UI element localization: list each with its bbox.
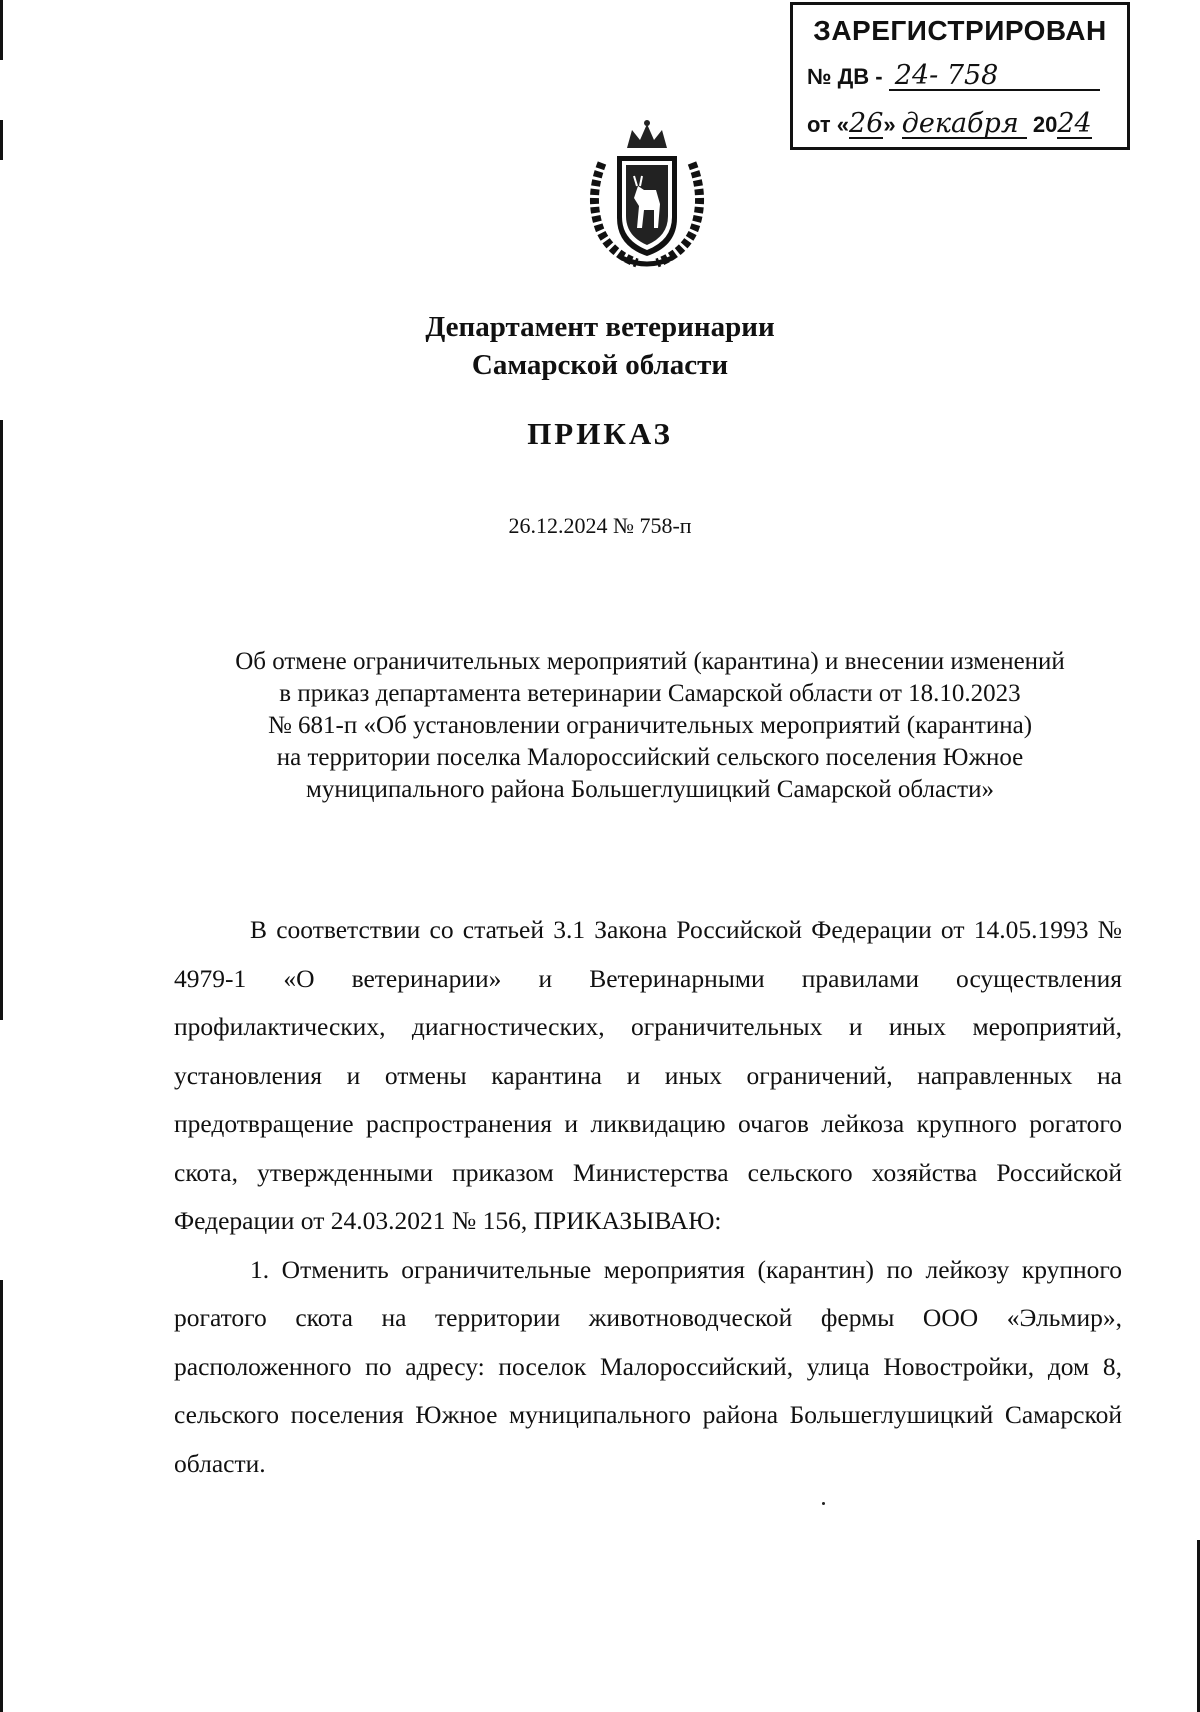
stamp-date-mid: » (883, 112, 896, 137)
subject-line-5: муниципального района Большеглушицкий Самарской области» (306, 776, 994, 803)
scan-edge-left (0, 0, 4, 1712)
order-date-number: 26.12.2024 № 758-п (508, 513, 692, 538)
stamp-date-year-prefix: 20 (1032, 112, 1058, 137)
scan-edge-right (1196, 1540, 1200, 1712)
registration-stamp (790, 2, 1130, 150)
item-1-paragraph: 1. Отменить ограничительные мероприятия (карантин) по лейкозу крупного рогатого скота на территории животноводческой фермы ООО «Эльмир», расположенного по адресу: поселок Малороссийский, улица Новостройки, дом 8, сельского поселения Южное муниципального района Большеглушицкий Самарской области. (174, 1254, 1122, 1478)
preamble-paragraph: В соответствии со статьей 3.1 Закона Российской Федерации от 14.05.1993 № 4979-1 «О ветеринарии» и Ветеринарными правилами осуществления профилактических, диагностических, ограничительных и иных мероприятий, установления и отмены карантина и иных ограничений, направленных на предотвращение распространения и ликвидацию очагов лейкоза крупного рогатого скота, утвержденными приказом Министерства сельского хозяйства Российской Федерации от 24.03.2021 № 156, ПРИКАЗЫВАЮ: (174, 915, 1122, 1235)
stamp-date-month: декабря (902, 111, 1027, 139)
document-type: ПРИКАЗ (527, 416, 673, 451)
subject-line-4: на территории поселка Малороссийский сельского поселения Южное (276, 744, 1024, 771)
order-body (174, 906, 1122, 1488)
department-line-2: Самарской области (471, 349, 729, 381)
order-subject (150, 646, 1150, 806)
stamp-title: ЗАРЕГИСТРИРОВАН (813, 15, 1107, 46)
stamp-date-prefix: от « (807, 112, 850, 137)
stamp-number-line (807, 60, 1113, 91)
subject-line-3: № 681-п «Об установлении ограничительных мероприятий (карантина) (267, 712, 1033, 739)
coat-of-arms-icon (582, 118, 712, 270)
department-name (0, 308, 1200, 384)
stamp-date-day: 26 (849, 108, 884, 139)
stamp-date-year-suffix: 24 (1057, 108, 1092, 139)
stamp-number-prefix: № ДВ - (807, 64, 883, 89)
subject-line-2: в приказ департамента ветеринарии Самарской области от 18.10.2023 (279, 680, 1021, 707)
subject-line-1: Об отмене ограничительных мероприятий (карантина) и внесении изменений (235, 648, 1065, 675)
scan-speck (822, 1502, 825, 1505)
department-line-1: Департамент ветеринарии (425, 311, 775, 343)
stamp-number-handwritten: 24- 758 (889, 63, 1100, 91)
stamp-date-line (807, 108, 1113, 139)
